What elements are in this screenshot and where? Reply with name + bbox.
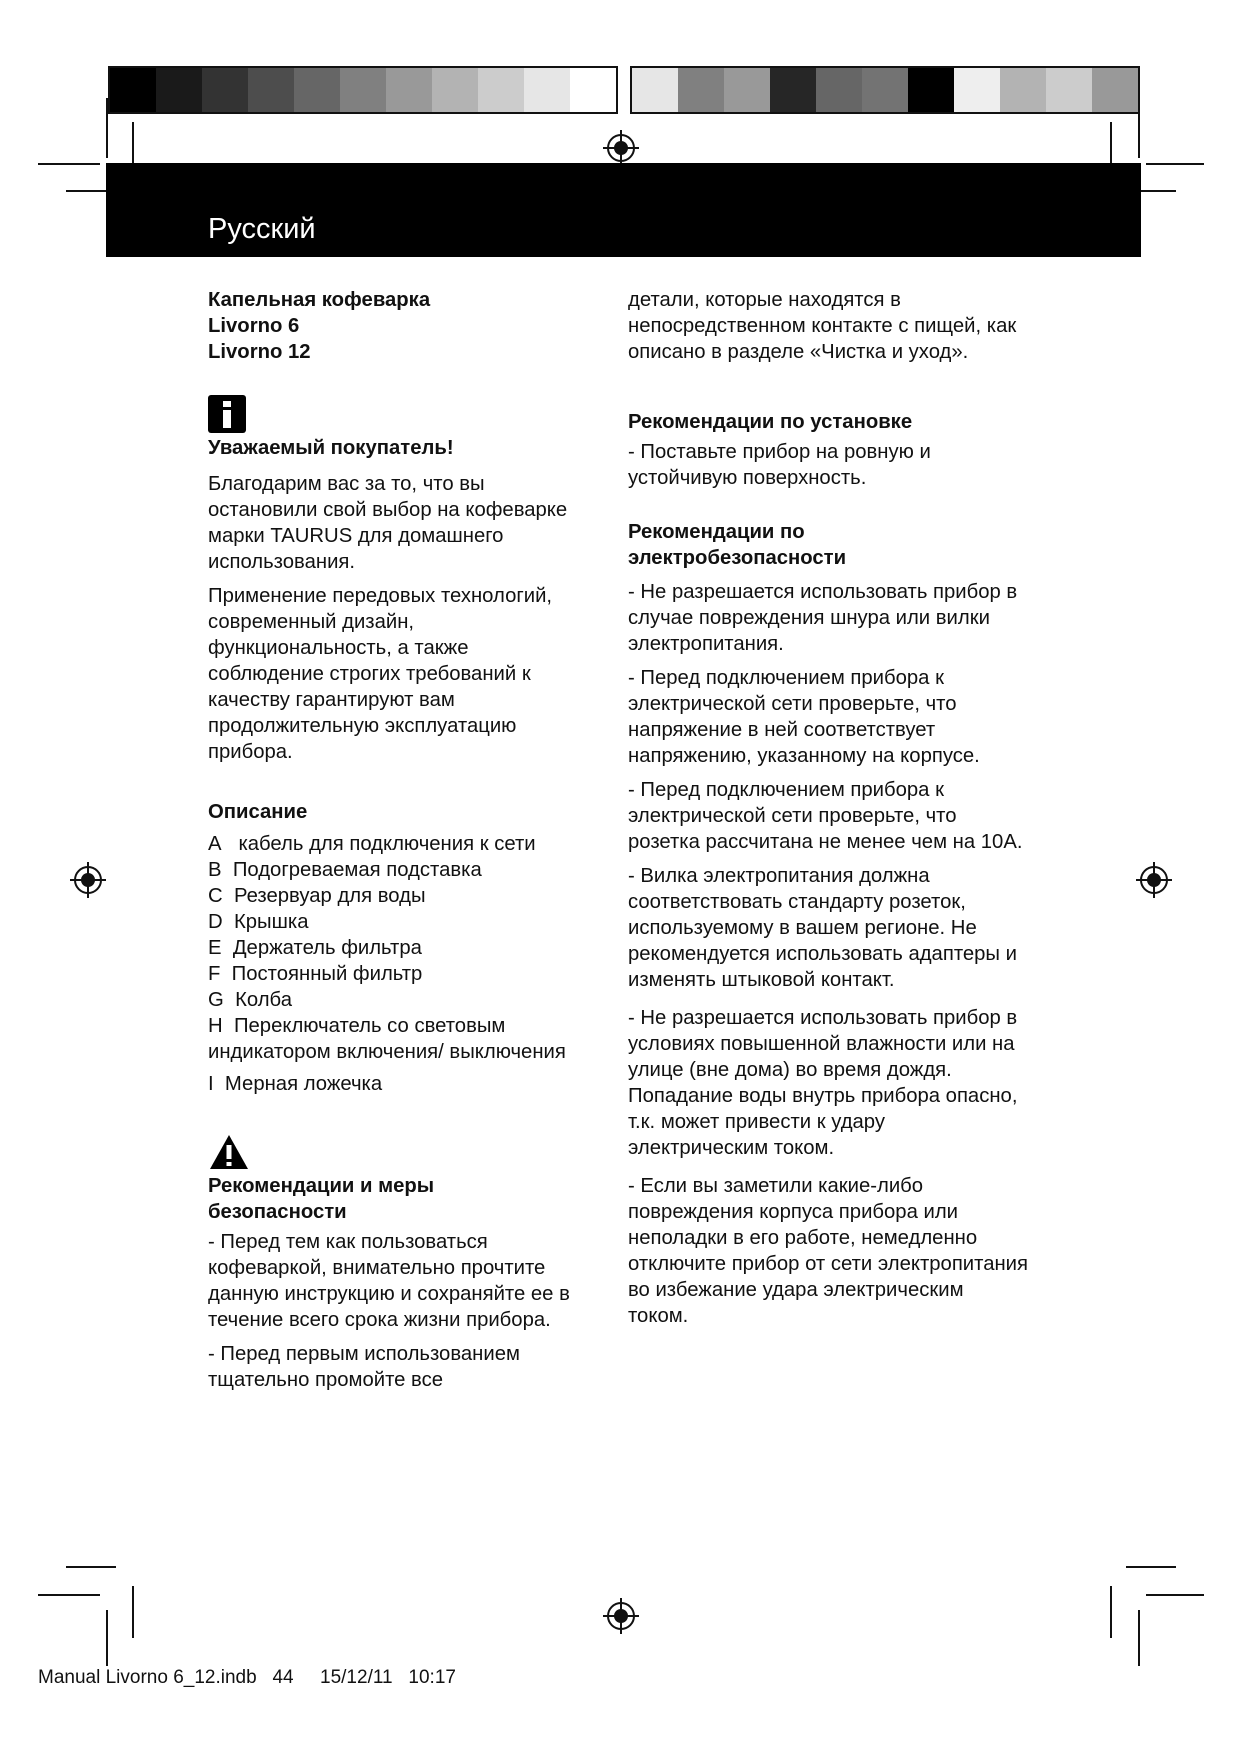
registration-mark-icon [601,1596,641,1636]
registration-mark-icon [1134,860,1174,900]
color-swatch [108,66,156,114]
safety-paragraph: - Перед тем как пользоваться кофеваркой, внимательно прочтите данную инструкцию и сохраняйте ее в течение всего срока жизни прибора. [208,1231,570,1331]
color-swatch [570,66,618,114]
crop-mark [38,163,100,165]
color-swatch [1092,66,1140,114]
electric-safety-item: - Не разрешается использовать прибор в случае повреждения шнура или вилки электропитания. [628,581,1018,655]
language-header-bar [106,163,1141,257]
info-icon [208,395,246,433]
crop-mark [1126,1566,1176,1568]
color-swatch [432,66,478,114]
color-bar-right [630,66,1140,114]
color-bar-left [108,66,618,114]
electric-safety-item: - Перед подключением прибора к электрической сети проверьте, что розетка рассчитана не менее чем на 10A. [628,779,1023,853]
color-swatch [678,66,724,114]
color-swatch [954,66,1000,114]
list-item: E Держатель фильтра [208,937,422,959]
intro-paragraph-2: Применение передовых технологий, современный дизайн, функциональность, а также соблюдение строгих требований к качеству гарантируют вам продолжительную эксплуатацию прибора. [208,585,553,763]
intro-paragraph: Благодарим вас за то, что вы остановили свой выбор на кофеварке марки TAURUS для домашнего использования. [208,473,568,573]
color-swatch [630,66,678,114]
list-item: I Мерная ложечка [208,1073,383,1095]
crop-mark [132,1586,134,1638]
electric-safety-item: - Перед подключением прибора к электрической сети проверьте, что напряжение в ней соответствует напряжению, указанному на корпусе. [628,667,980,767]
list-item: A кабель для подключения к сети [208,833,536,855]
color-swatch [1000,66,1046,114]
warning-icon [208,1133,250,1171]
crop-mark [106,98,108,158]
electric-safety-item: - Если вы заметили какие-либо повреждения корпуса прибора или неполадки в его работе, немедленно отключите прибор от сети электропитания во избежание удара электрическим током. [628,1175,1028,1327]
crop-mark [66,1566,116,1568]
color-swatch [202,66,248,114]
greeting-heading: Уважаемый покупатель! [208,437,454,459]
electric-safety-heading: Рекомендации по электробезопасности [628,521,847,569]
color-swatch [862,66,908,114]
crop-mark [1138,98,1140,158]
list-item: F Постоянный фильтр [208,963,423,985]
color-swatch [1046,66,1092,114]
color-swatch [248,66,294,114]
install-heading: Рекомендации по установке [628,411,913,433]
list-item: B Подогреваемая подставка [208,859,482,881]
color-swatch [478,66,524,114]
description-heading: Описание [208,801,308,823]
color-swatch [294,66,340,114]
crop-mark [1146,1594,1204,1596]
crop-mark [38,1594,100,1596]
electric-safety-item: - Не разрешается использовать прибор в условиях повышенной влажности или на улице (вне дома) во время дождя. Попадание воды внутрь прибора опасно, т.к. может привести к удару электрическим током. [628,1007,1018,1159]
list-item: H Переключатель со световым индикатором включения/ выключения [208,1015,566,1063]
safety-heading: Рекомендации и меры безопасности [208,1175,435,1223]
registration-mark-icon [601,128,641,168]
crop-mark [1146,163,1204,165]
install-paragraph: - Поставьте прибор на ровную и устойчивую поверхность. [628,441,931,489]
color-swatch [816,66,862,114]
color-swatch [770,66,816,114]
left-column [208,287,578,1393]
crop-mark [106,1610,108,1666]
product-title: Капельная кофеварка Livorno 6 Livorno 12 [208,289,431,363]
electric-safety-item: - Вилка электропитания должна соответствовать стандарту розеток, используемому в вашем регионе. Не рекомендуется использовать адаптеры и изменять штыковой контакт. [628,865,1017,991]
crop-mark [1110,1586,1112,1638]
color-swatch [908,66,954,114]
color-swatch [340,66,386,114]
list-item: G Колба [208,989,292,1011]
list-item: D Крышка [208,911,309,933]
description-list [208,831,578,1097]
continuation-paragraph: детали, которые находятся в непосредственном контакте с пищей, как описано в разделе «Чистка и уход». [628,289,1017,363]
language-title: Русский [208,213,316,245]
color-swatch [386,66,432,114]
color-swatch [156,66,202,114]
print-slug: Manual Livorno 6_12.indb 44 15/12/11 10:17 [38,1667,456,1688]
right-column [628,287,1028,1329]
safety-paragraph-2: - Перед первым использованием тщательно промойте все [208,1343,520,1391]
color-swatch [524,66,570,114]
registration-mark-icon [68,860,108,900]
crop-mark [1138,1610,1140,1666]
color-swatch [724,66,770,114]
list-item: C Резервуар для воды [208,885,426,907]
